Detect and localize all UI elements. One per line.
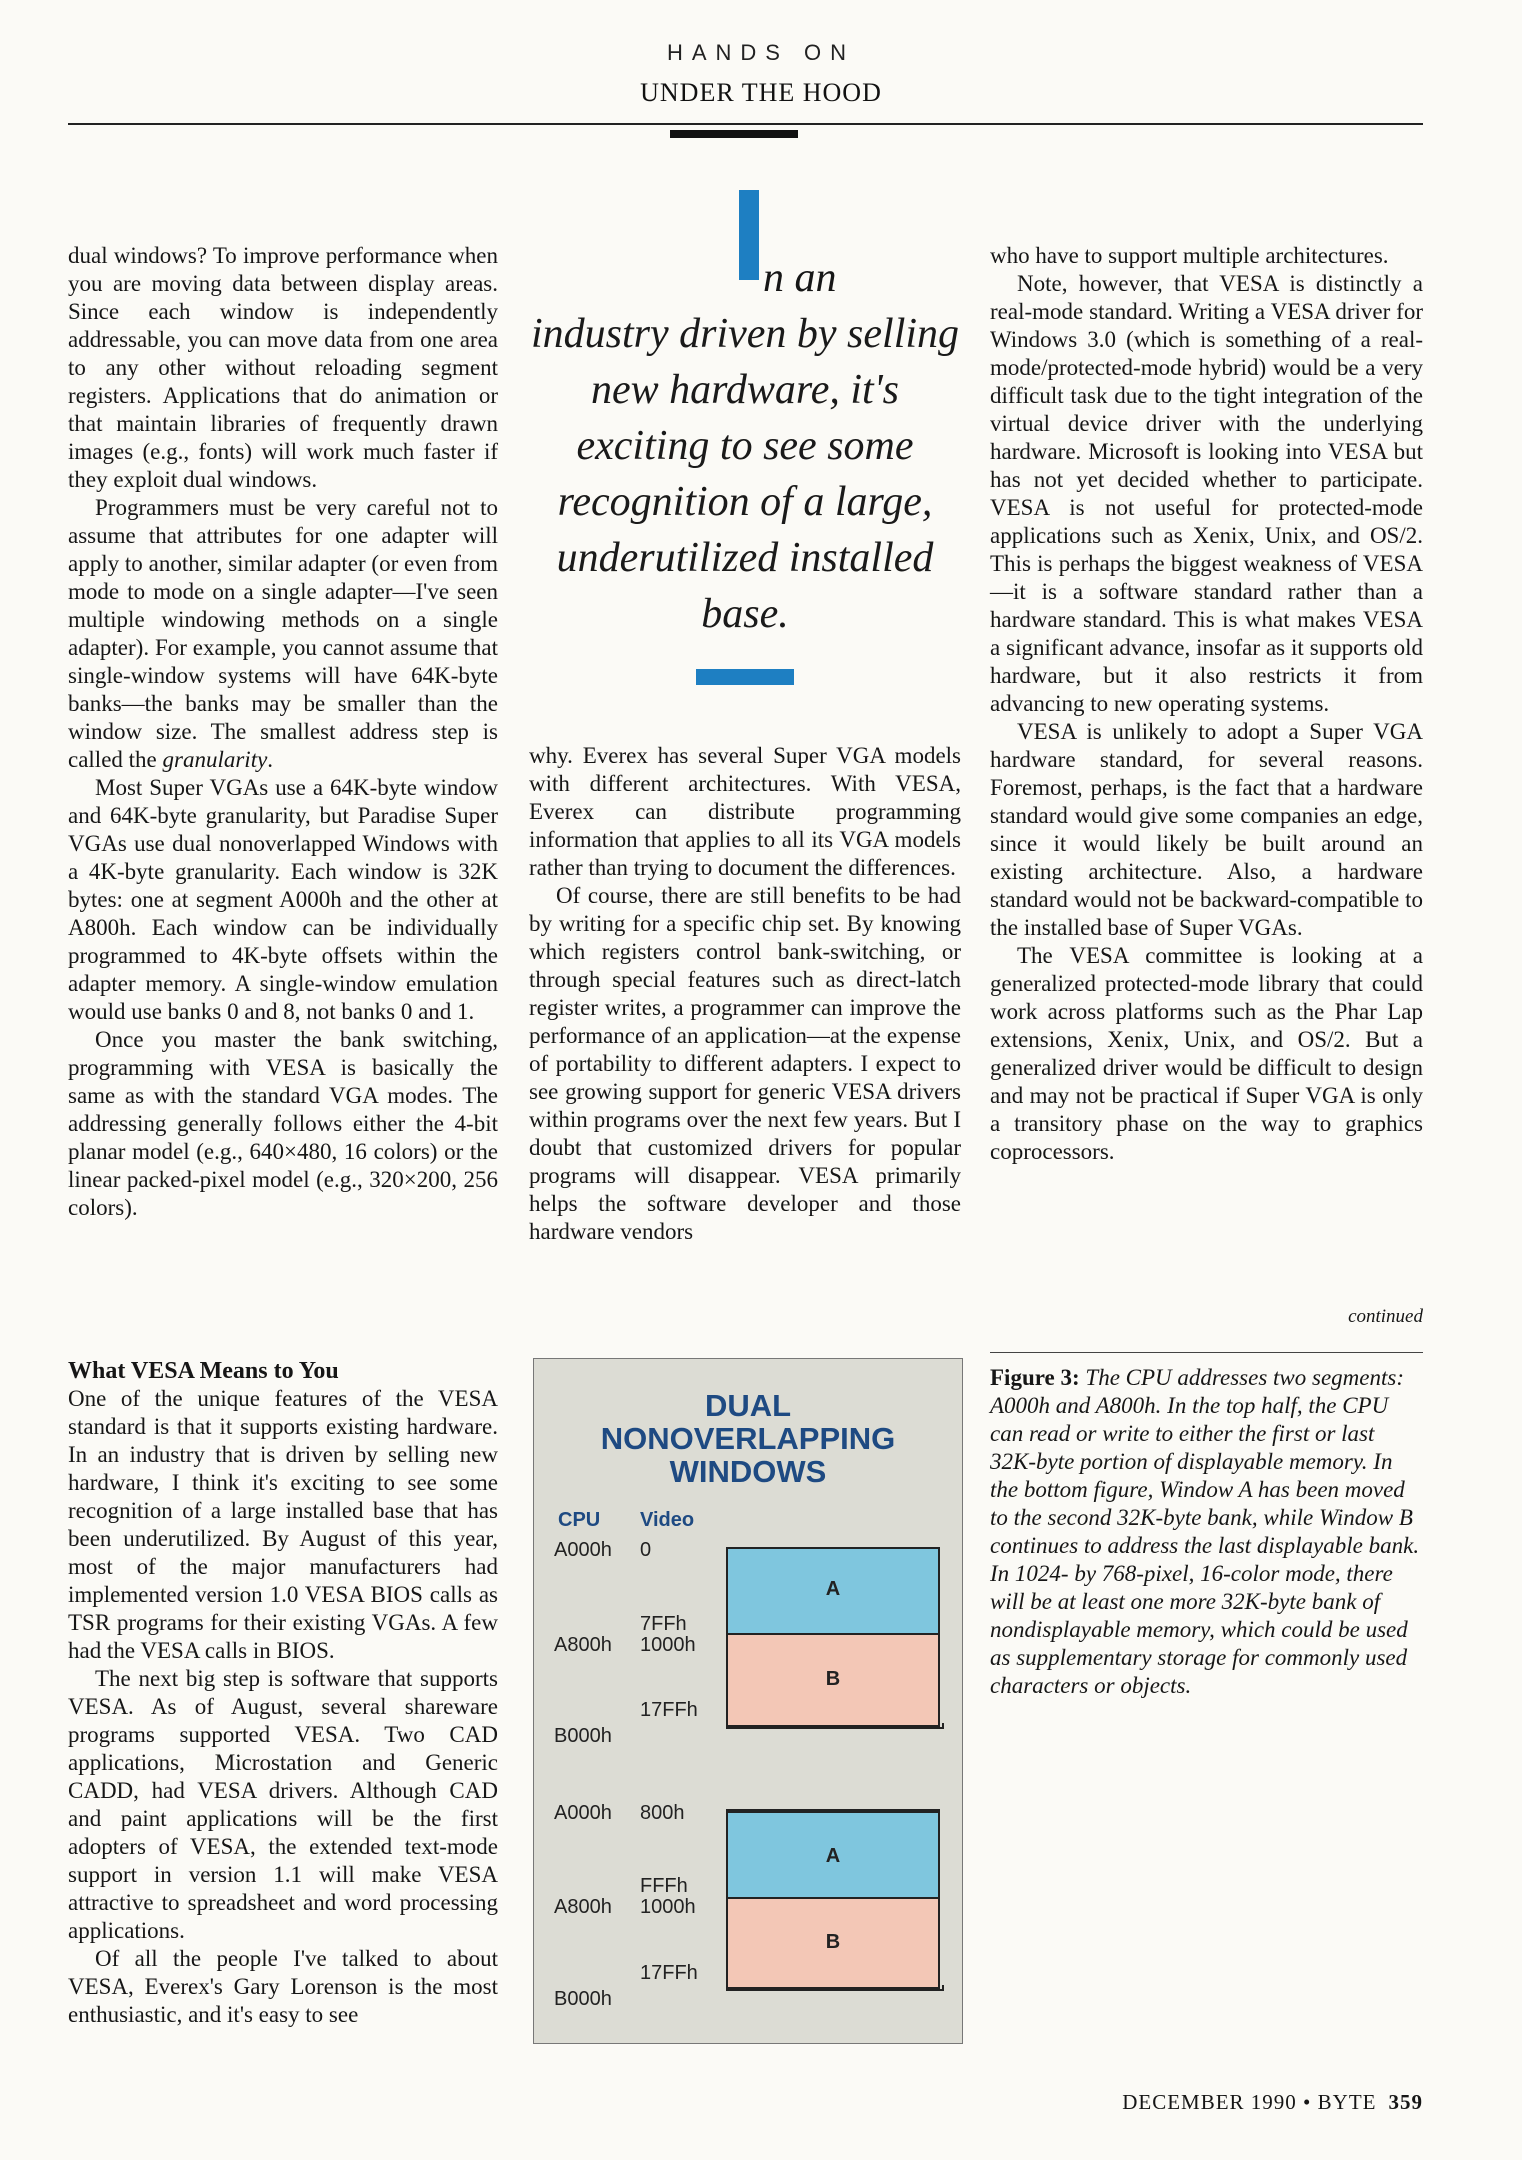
paragraph: One of the unique features of the VESA standard is that it supports existing hardware. In an industry that is driven by selling new hardware, I think it's exciting to see some recognition of a large installed base that has been underutilized. By August of this year, most of the major manufacturers had implemented version 1.0 VESA BIOS calls as TSR programs for their existing VGAs. A few had the VESA calls in BIOS. [68, 1386, 498, 1663]
section-kicker: HANDS ON [666, 40, 856, 65]
caption-rule [990, 1352, 1423, 1353]
paragraph: Of course, there are still benefits to be had by writing for a specific chip set. By knowing which registers control bank-switching, or through special features such as direct-latch register writes, a programmer can improve the performance of an application—at the expense of portability to different adapters. I expect to see growing support for generic VESA drivers within programs over the next few years. But I doubt that customized drivers for popular programs will disappear. VESA primarily helps the software developer and those hardware vendors [529, 883, 961, 1244]
header-rule-bar [670, 130, 798, 138]
video-header: Video [640, 1509, 695, 1531]
section-subtitle: What VESA Means to You [68, 1358, 339, 1384]
issue-label: DECEMBER 1990 • BYTE [1122, 2090, 1377, 2114]
page-header [0, 40, 1522, 108]
video-label: 7FFh [640, 1613, 687, 1635]
figure-caption [990, 1364, 1423, 1700]
continued-label: continued [1348, 1306, 1423, 1327]
pull-quote-initial-bar [739, 190, 759, 280]
paragraph: Note, however, that VESA is distinctly a real-mode standard. Writing a VESA driver for Windows 3.0 (which is something of a real-mode/protected-mode hybrid) would be a very difficult task due to the tight integration of the virtual device driver with the underlying hardware. Microsoft is looking into VESA but has not yet decided whether to participate. VESA is not useful for protected-mode applications such as Xenix, Unix, and OS/2. This is perhaps the biggest weakness of VESA—it is a software standard rather than a hardware standard. This is what makes VESA a significant advance, insofar as it supports old hardware, but it also restricts it from advancing to new operating systems. [990, 271, 1423, 716]
paragraph: Of all the people I've talked to about VESA, Everex's Gary Lorenson is the most enthusiastic, and it's easy to see [68, 1946, 498, 2027]
pull-quote-end-bar [696, 669, 794, 685]
cpu-header: CPU [558, 1509, 601, 1531]
paragraph: why. Everex has several Super VGA models with different architectures. With VESA, Everex can distribute programming information that applies to all its VGA models rather than trying to document the differences. [529, 743, 961, 880]
paragraph: Most Super VGAs use a 64K-byte window and 64K-byte granularity, but Paradise Super VGAs use dual nonoverlapped Windows with a 4K-byte granularity. Each window is 32K bytes: one at segment A000h and the other at A800h. Each window can be individually programmed to 4K-byte offsets within the adapter memory. A single-window emulation would use banks 0 and 8, not banks 0 and 1. [68, 775, 498, 1024]
paragraph: Once you master the bank switching, programming with VESA is basically the same as with the standard VGA modes. The addressing generally follows either the 4-bit planar model (e.g., 640×480, 16 colors) or the linear packed-pixel model (e.g., 320×200, 256 colors). [68, 1027, 498, 1220]
column-3 [990, 242, 1423, 1166]
cpu-label: A800h [554, 1896, 612, 1918]
paragraph: Programmers must be very careful not to assume that attributes for one adapter will apply to another, similar adapter (or even from mode to mode on a single adapter—I've seen multiple windowing methods on a single adapter). For example, you cannot assume that single-window systems will have 64K-byte banks—the banks may be smaller than the window size. The smallest address step is called the granularity. [68, 495, 498, 772]
video-label: 1000h [640, 1896, 696, 1918]
window-a-block: A [726, 1811, 940, 1901]
pull-quote-first-line: n an [763, 255, 837, 301]
figure-title: DUAL NONOVERLAPPING WINDOWS [600, 1388, 896, 1489]
paragraph: The VESA committee is looking at a generalized protected-mode library that could work across platforms such as the Phar Lap extensions, Xenix, Unix, and OS/2. But a generalized driver would be difficult to design and may not be practical if Super VGA is only a transitory phase on the way to graphics coprocessors. [990, 943, 1423, 1164]
caption-text: The CPU addresses two segments: A000h and A800h. In the top half, the CPU can read or write to either the first or last 32K-byte portion of displayable memory. In the bottom figure, Window A has been moved to the second 32K-byte bank, while Window B continues to address the last displayable bank. In 1024- by 768-pixel, 16-color mode, there will be at least one more 32K-byte bank of nondisplayable memory, which could be used as supplementary storage for commonly used characters or objects. [990, 1365, 1420, 1698]
paragraph: The next big step is software that supports VESA. As of August, several shareware programs supported VESA. Two CAD applications, Microstation and Generic CADD, had VESA drivers. Although CAD and paint applications will be the first adopters of VESA, the extended text-mode support in version 1.1 will make VESA attractive to spreadsheet and word processing applications. [68, 1666, 498, 1943]
cpu-label: A800h [554, 1634, 612, 1656]
video-label: 800h [640, 1802, 685, 1824]
video-label: 17FFh [640, 1699, 698, 1721]
video-label: 17FFh [640, 1962, 698, 1984]
video-label: 0 [640, 1539, 652, 1561]
cpu-label: A000h [554, 1539, 612, 1561]
caption-label: Figure 3: [990, 1365, 1080, 1390]
column-1-lower [68, 1357, 498, 2029]
cpu-label: B000h [554, 1988, 612, 2010]
window-a-block: A [726, 1547, 940, 1637]
memory-segment-end [726, 1723, 944, 1729]
video-label: FFFh [640, 1875, 688, 1897]
section-subhead: UNDER THE HOOD [640, 78, 882, 107]
cpu-label: B000h [554, 1725, 612, 1747]
pull-quote [529, 190, 961, 642]
pull-quote-text: industry driven by selling new hardware, it's exciting to see some recognition of a large, underutilized installed base. [530, 311, 960, 637]
window-b-block: B [726, 1897, 940, 1989]
paragraph: VESA is unlikely to adopt a Super VGA hardware standard, for several reasons. Foremost, perhaps, is the fact that a hardware standard would give some companies an edge, since it would likely be built around an existing architecture. Also, a hardware standard would not be backward-compatible to the installed base of Super VGAs. [990, 719, 1423, 940]
column-2 [529, 742, 961, 1246]
video-label: 1000h [640, 1634, 696, 1656]
paragraph: who have to support multiple architectures. [990, 243, 1389, 268]
figure-3-diagram [533, 1358, 963, 2044]
column-1 [68, 242, 498, 1222]
window-b-block: B [726, 1633, 940, 1727]
header-rule [68, 123, 1423, 125]
paragraph: dual windows? To improve performance when you are moving data between display areas. Since each window is independently addressable, you can move data from one area to any other without reloading segment registers. Applications that do animation or that maintain libraries of frequently drawn images (e.g., fonts) will work much faster if they exploit dual windows. [68, 243, 498, 492]
page-footer [1000, 2090, 1423, 2115]
page-number: 359 [1388, 2090, 1423, 2114]
memory-segment-end [726, 1985, 944, 1991]
cpu-label: A000h [554, 1802, 612, 1824]
